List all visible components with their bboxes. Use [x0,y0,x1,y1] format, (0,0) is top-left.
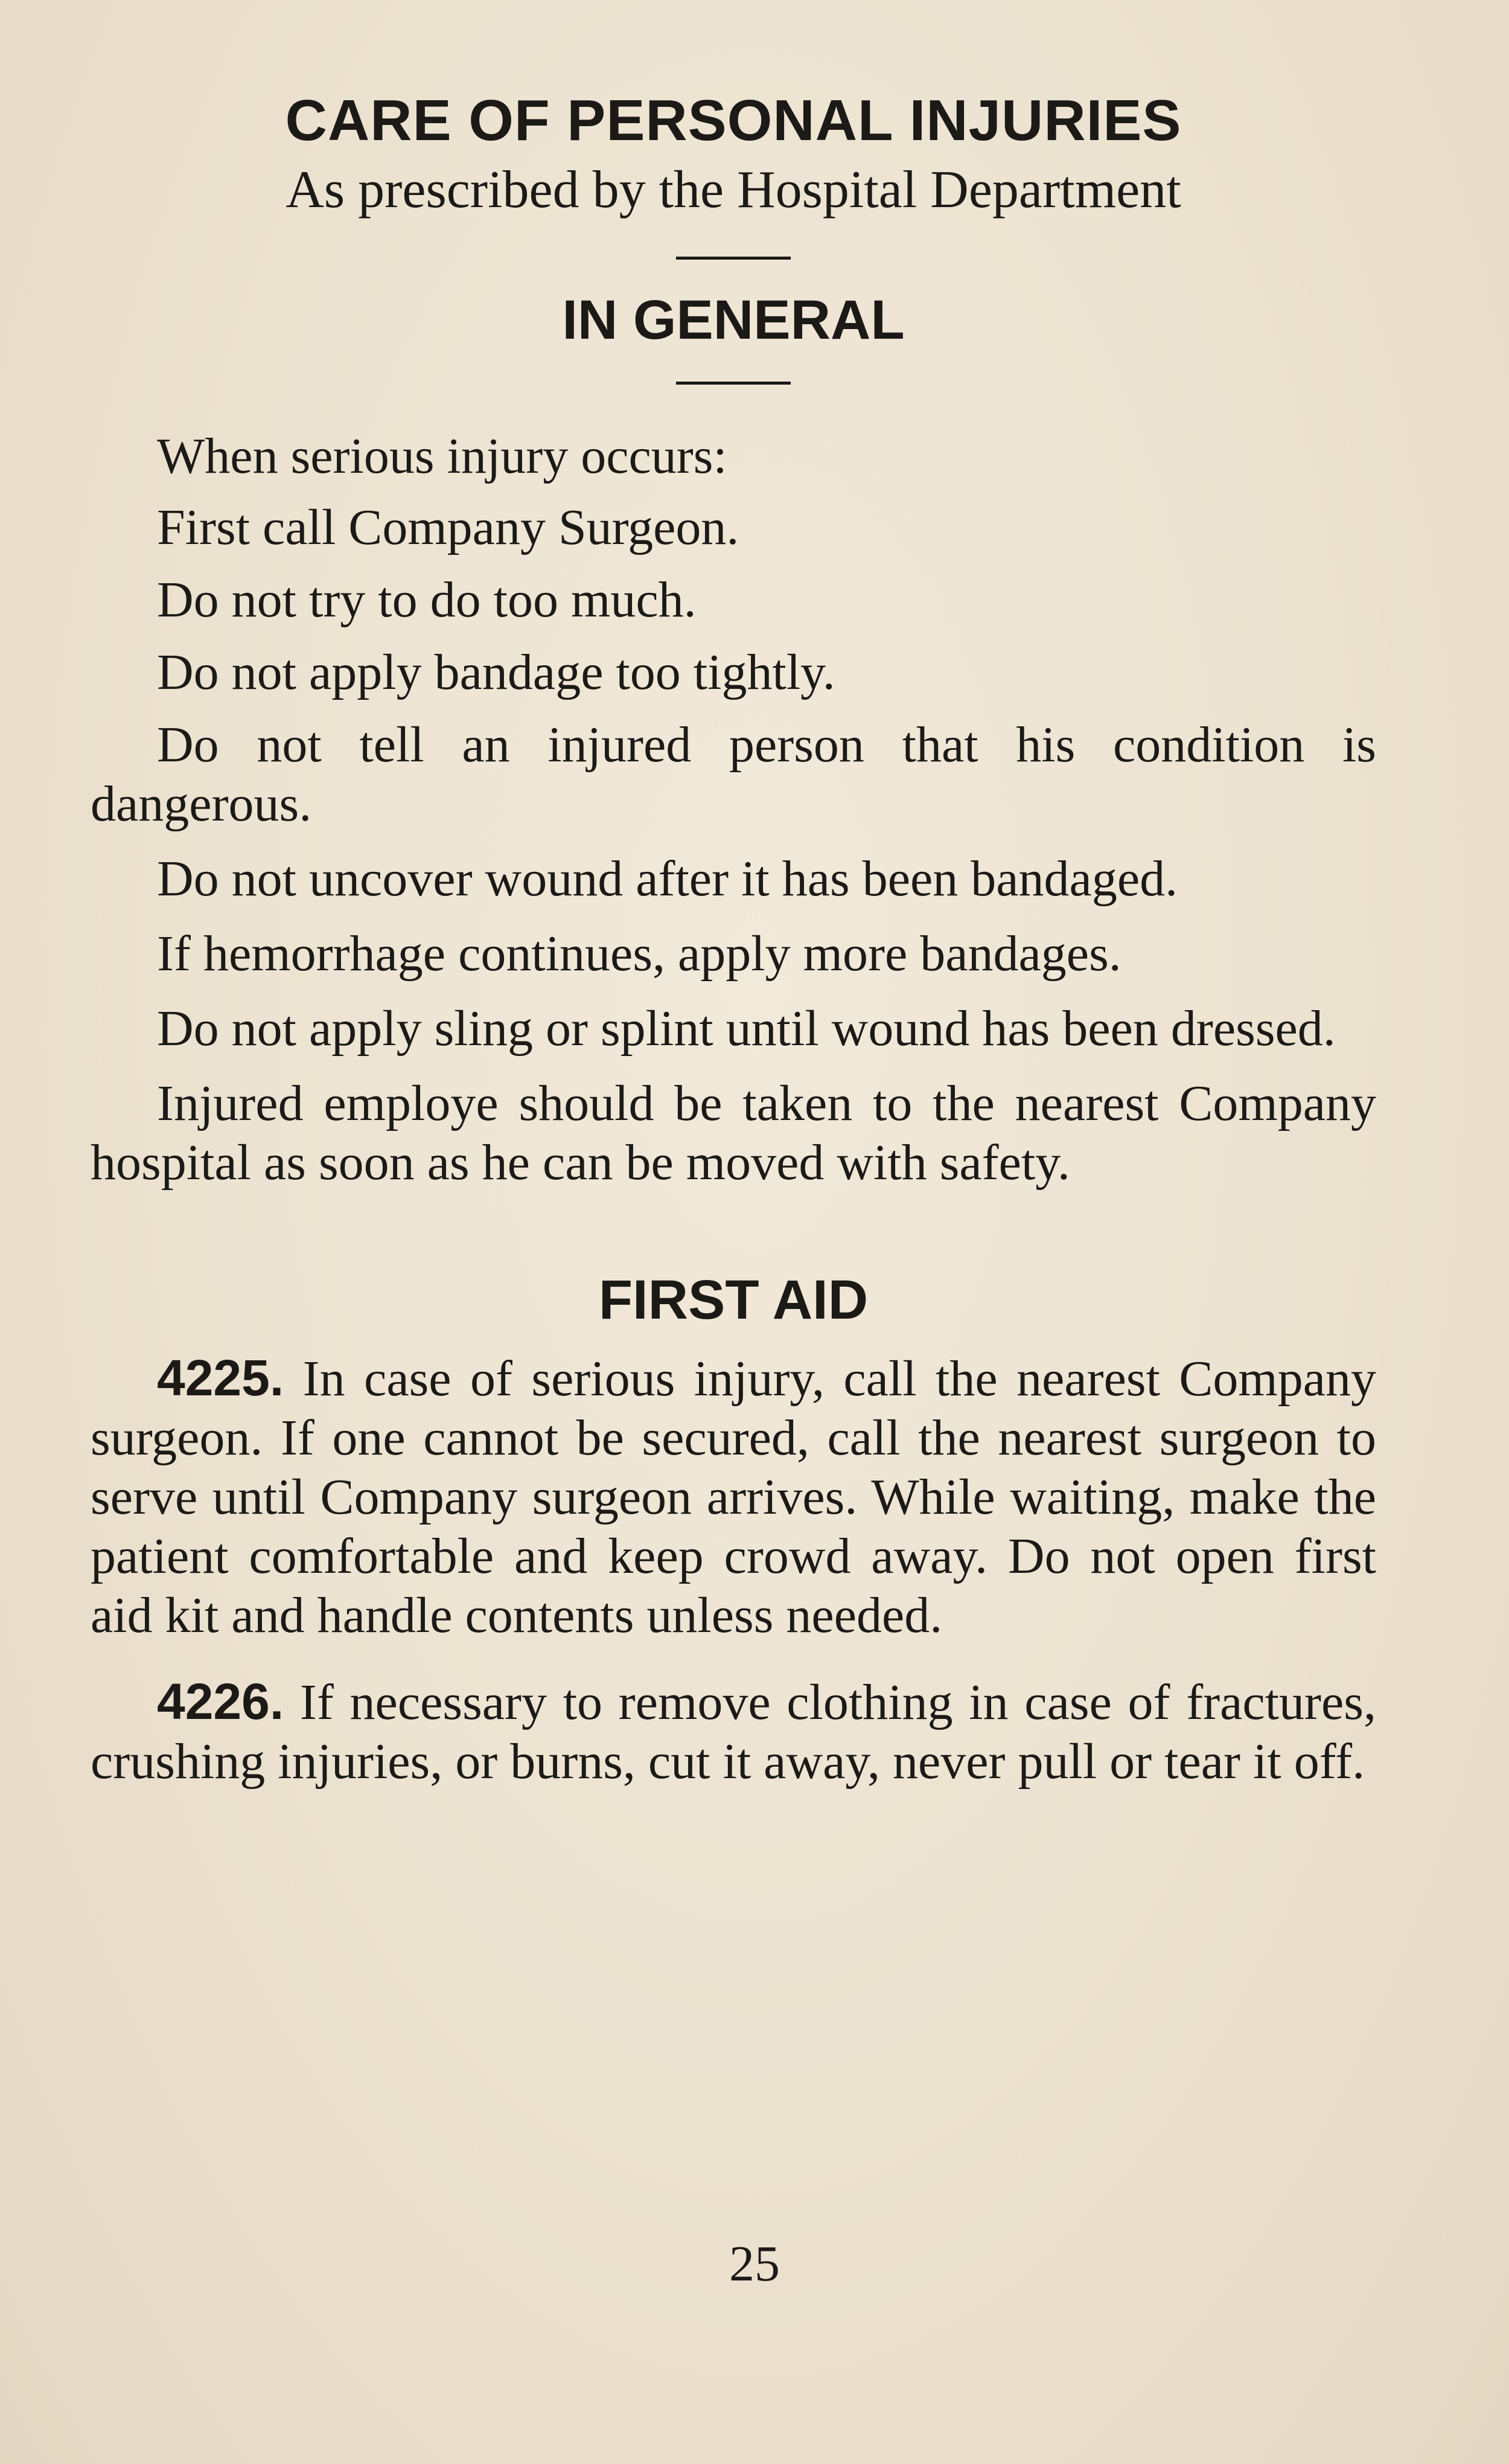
general-paragraph: Do not apply sling or splint until wound has been dressed. [157,1000,1336,1057]
rule-paragraph [91,1672,1376,1791]
general-paragraph: Do not uncover wound after it has been bandaged. [157,851,1178,907]
rule-text: In case of serious injury, call the nearest Company surgeon. If one cannot be secured, call the nearest surgeon to serve until Company surgeon arrives. While waiting, make the patient comfortable and keep crowd away. Do not open first aid kit and handle contents unless needed. [91,1351,1376,1643]
section-heading-in-general: IN GENERAL [562,289,905,351]
general-paragraph: Injured employe should be taken to the nearest Company hospital as soon as he can be moved with safety. [91,1075,1376,1191]
divider-rule [676,257,791,260]
rule-number: 4225. [157,1349,284,1406]
page-title: CARE OF PERSONAL INJURIES [285,88,1182,153]
rule-number: 4226. [157,1673,284,1730]
general-paragraph: Do not try to do too much. [157,572,697,628]
rule-paragraph [91,1348,1376,1645]
general-paragraph: Do not tell an injured person that his condition is dangerous. [91,717,1376,832]
section-heading-first-aid: FIRST AID [598,1269,869,1331]
general-paragraph: Do not apply bandage too tightly. [157,644,835,700]
text-column [91,85,1376,1791]
divider-rule [676,382,791,385]
page-subtitle: As prescribed by the Hospital Department [286,161,1181,219]
general-paragraph: First call Company Surgeon. [157,499,739,555]
in-general-list [91,427,1376,1192]
page-number: 25 [729,2236,780,2292]
general-paragraph: If hemorrhage continues, apply more bandages. [157,926,1121,982]
first-aid-rules [91,1348,1376,1791]
general-paragraph: When serious injury occurs: [157,428,727,484]
rule-text: If necessary to remove clothing in case of fractures, crushing injuries, or burns, cut it away, never pull or tear it off. [91,1674,1376,1790]
